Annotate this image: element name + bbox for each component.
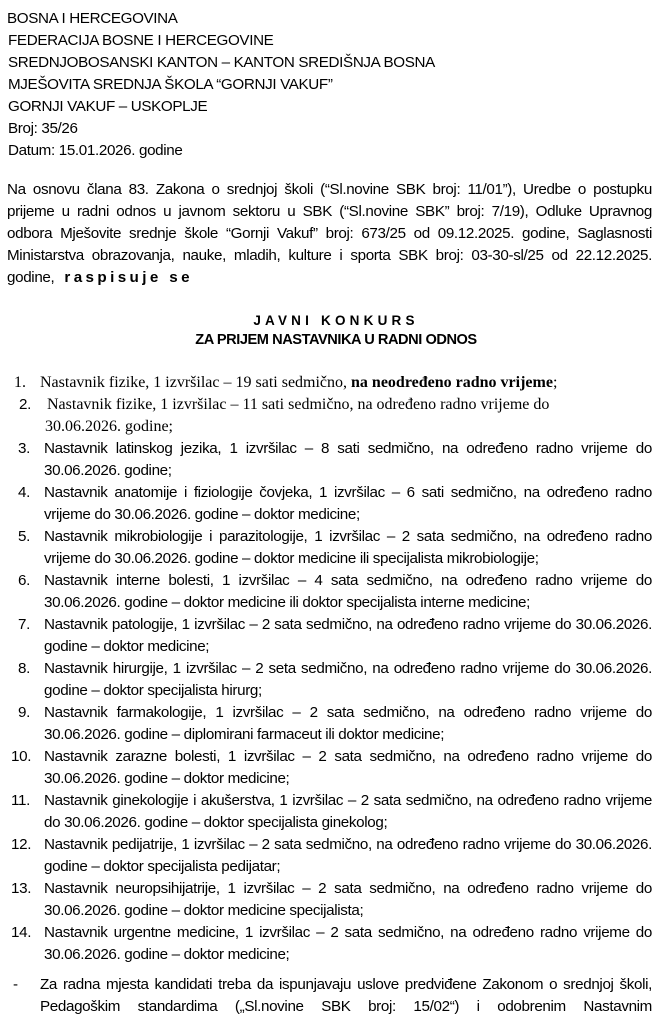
item-number: 2. [19,396,31,413]
item-text: Nastavnik farmakologije, 1 izvršilac – 2 sata sedmično, na određeno radno vrijeme do 30.06.2026. godine – diplomirani farmaceut ili doktor medicine; [44,704,652,743]
item-number: 13. [11,880,32,897]
item-text: Nastavnik neuropsihijatrije, 1 izvršilac – 2 sata sedmično, na određeno radno vrijeme do 30.06.2026. godine – doktor medicine specijalista; [44,880,652,919]
header-canton: SREDNJOBOSANSKI KANTON – KANTON SREDIŠNJA BOSNA [8,54,435,71]
list-item [0,438,672,482]
item-text: Nastavnik pedijatrije, 1 izvršilac – 2 sata sedmično, na određeno radno vrijeme do 30.06.2026. godine – doktor specijalista pedijatar; [44,836,652,875]
item-number: 10. [11,748,32,765]
list-item [0,394,672,438]
item-number: 4. [18,484,30,501]
item-text: Nastavnik zarazne bolesti, 1 izvršilac – 2 sata sedmično, na određeno radno vrijeme do 30.06.2026. godine – doktor medicine; [44,748,652,787]
list-item [0,570,672,614]
list-item [0,790,672,834]
list-item [0,878,672,922]
header-country: BOSNA I HERCEGOVINA [7,10,178,27]
item-text: Nastavnik ginekologije i akušerstva, 1 izvršilac – 2 sata sedmično, na određeno radno vrijeme do 30.06.2026. godine – doktor specijalista ginekolog; [44,792,652,831]
list-item [0,658,672,702]
positions-list [0,372,672,966]
item-number: 11. [11,792,30,809]
item-number: 9. [18,704,30,721]
item-number: 6. [18,572,30,589]
item-emphasis: na neodređeno radno vrijeme [351,374,553,391]
intro-paragraph [7,179,652,289]
item-text: Nastavnik anatomije i fiziologije čovjeka, 1 izvršilac – 6 sati sedmično, na određeno radno vrijeme do 30.06.2026. godine – doktor medicine; [44,484,652,523]
header-school: MJEŠOVITA SREDNJA ŠKOLA “GORNJI VAKUF” [8,76,333,93]
item-text: Nastavnik fizike, 1 izvršilac – 19 sati sedmično, [40,374,352,391]
requirements-text: Za radna mjesta kandidati treba da ispunjavaju uslove predviđene Zakonom o srednjoj školi, Pedagoškim standardima („Sl.novine SBK broj: 15/02“) i odobrenim Nastavnim [40,976,652,1015]
requirements-paragraph [0,974,672,1018]
item-tail: ; [552,374,558,391]
header-date: Datum: 15.01.2026. godine [8,142,183,159]
item-text: Nastavnik fizike, 1 izvršilac – 11 sati sedmično, na određeno radno vrijeme do [47,396,550,413]
item-text: Nastavnik interne bolesti, 1 izvršilac – 4 sata sedmično, na određeno radno vrijeme do 30.06.2026. godine – doktor medicine ili doktor specijalista interne medicine; [44,572,652,611]
list-item [0,614,672,658]
list-item [0,372,672,394]
header-federation: FEDERACIJA BOSNE I HERCEGOVINE [8,32,274,49]
list-item [0,702,672,746]
item-text-continued: 30.06.2026. godine; [45,418,173,435]
bullet-dash: - [13,976,18,993]
header-reference-number: Broj: 35/26 [8,120,78,137]
intro-emphasis: raspisuje se [64,269,193,286]
item-number: 3. [18,440,30,457]
header-city: GORNJI VAKUF – USKOPLJE [8,98,208,115]
item-text: Nastavnik patologije, 1 izvršilac – 2 sata sedmično, na određeno radno vrijeme do 30.06.2026. godine – doktor medicine; [44,616,652,655]
list-item [0,922,672,966]
list-item [0,834,672,878]
item-number: 12. [11,836,32,853]
list-item [0,482,672,526]
item-text: Nastavnik latinskog jezika, 1 izvršilac – 8 sati sedmično, na određeno radno vrijeme do 30.06.2026. godine; [44,440,652,479]
item-number: 14. [11,924,32,941]
item-number: 7. [18,616,30,633]
list-item [0,746,672,790]
intro-text: Na osnovu člana 83. Zakona o srednjoj školi (“Sl.novine SBK broj: 11/01”), Uredbe o postupku prijeme u radni odnos u javnom sektoru u SBK (“Sl.novine SBK” broj: 7/19), Odluke Upravnog odbora Mješovite srednje škole “Gornji Vakuf” broj: 673/25 od 09.12.2025. godine, Saglasnosti Ministarstva obrazovanja, nauke, mladih, kulture i sporta SBK broj: 03-30-sl/25 od 22.12.2025. godine, [7,181,652,286]
item-text: Nastavnik urgentne medicine, 1 izvršilac – 2 sata sedmično, na određeno radno vrijeme do 30.06.2026. godine – doktor medicine; [44,924,652,963]
document-subtitle: ZA PRIJEM NASTAVNIKA U RADNI ODNOS [195,332,477,348]
item-number: 8. [18,660,30,677]
document-header [7,8,435,162]
item-number: 5. [18,528,30,545]
item-text: Nastavnik hirurgije, 1 izvršilac – 2 seta sedmično, na određeno radno vrijeme do 30.06.2026. godine – doktor specijalista hirurg; [44,660,652,699]
document-title: JAVNI KONKURS [253,313,419,328]
list-item [0,526,672,570]
item-text: Nastavnik mikrobiologije i parazitologije, 1 izvršilac – 2 sata sedmično, na određeno radno vrijeme do 30.06.2026. godine – doktor medicine ili specijalista mikrobiologije; [44,528,652,567]
item-number: 1. [14,374,26,391]
